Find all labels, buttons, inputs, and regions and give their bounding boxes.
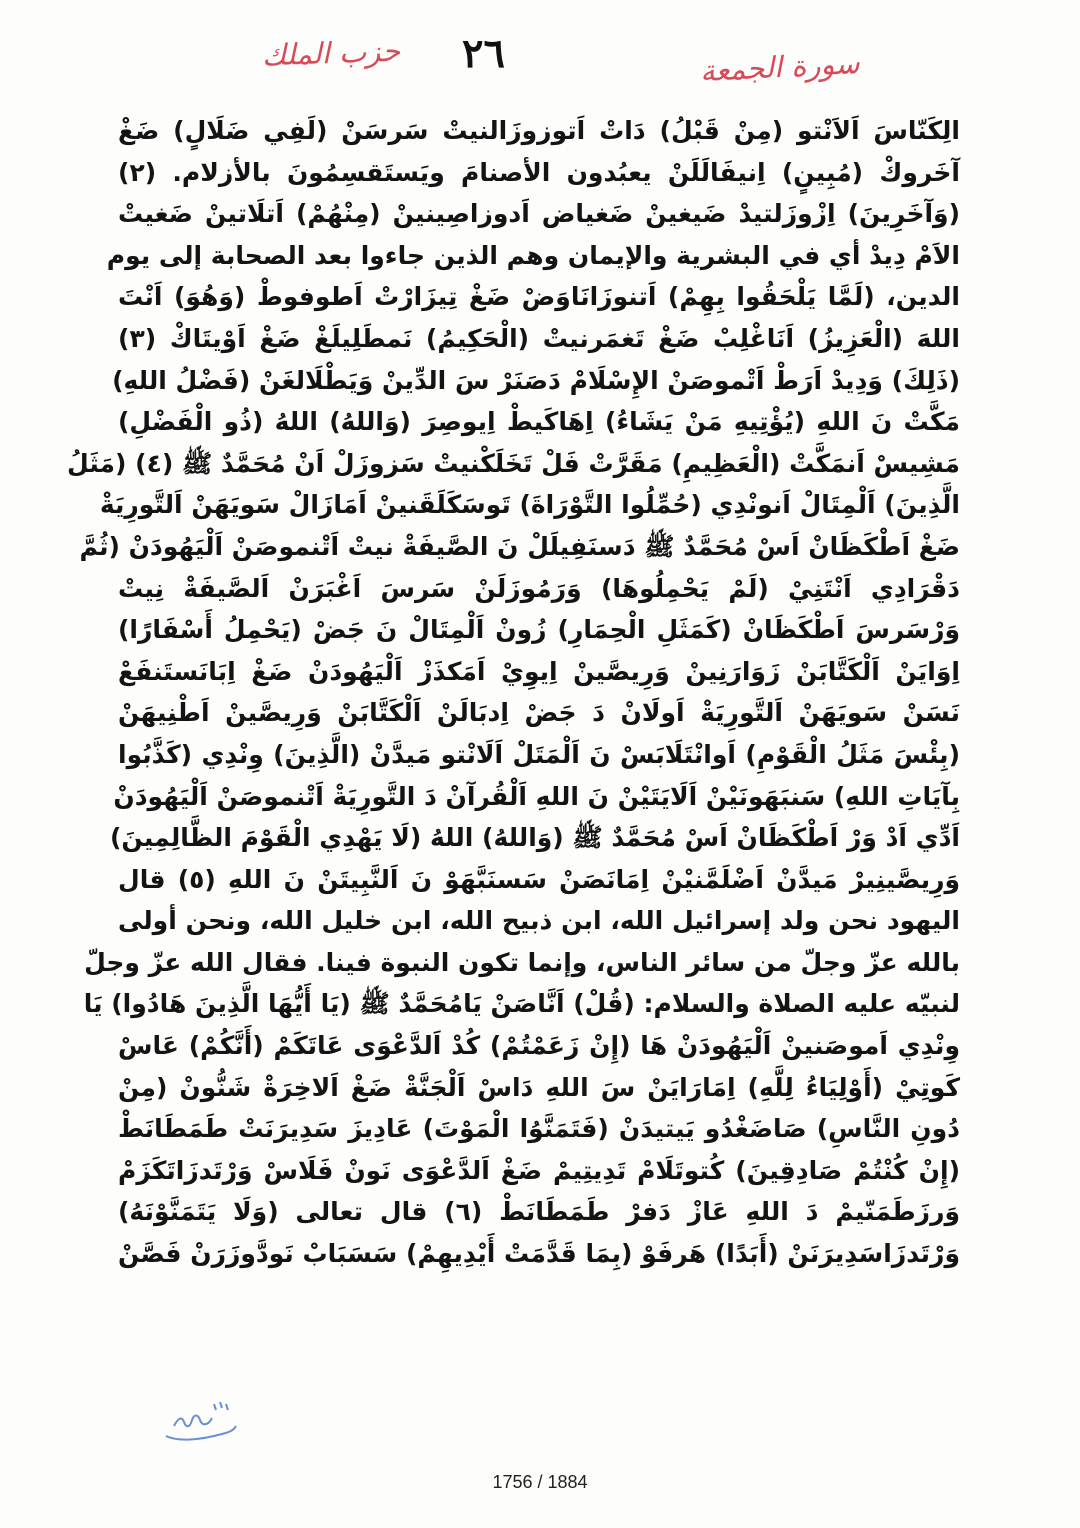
text-line: لنبيّه عليه الصلاة والسلام: (قُلْ) اَنَّاصَنْ يَامُحَمَّدٌ ﷺ (يَا أَيُّهَا الَّذِينَ هَادُوا) يَا [83, 989, 960, 1019]
text-line: دُونِ النَّاسِ) صَاضَغْدُو يَيتيدَنْ (فَتَمَنَّوُا الْمَوْتَ) عَادِيزَ سَدِيرَنَتْ طَمَطَانَطْ [118, 1114, 960, 1144]
text-line: آخَروكْ (مُبِينٍ) اِنيفَالَلَنْ يعبُدون الأصنامَ ويَستَقسِمُونَ بالأزلام. (٢) [118, 157, 960, 187]
hizb-note: حزب الملك [261, 33, 401, 73]
text-line: اللهَ (الْعَزِيزُ) اَنَاغْلِبْ ضَغْ تَغمَرنيتْ (الْحَكِيمُ) نَمطَلِيلَغْ ضَغْ اَوْيتَاكْ (٣) [118, 323, 960, 353]
body-text [67, 110, 961, 1275]
text-line: اَدِّي اَدْ وَرْ اَطْكَظَانْ اَسْ مُحَمَّدٌ ﷺ (وَاللهُ) اللهُ (لَا يَهْدِي الْقَوْمَ الظَّالِمِينَ) [109, 823, 960, 853]
text-line: وِنْدِي اَموصَنينْ اَلْيَهُودَنْ هَا (إِنْ زَعَمْتُمْ) كُدْ اَلدَّعْوَى عَاتَكَمْ (أَنَّكُمْ) عَاسْ [118, 1031, 960, 1061]
text-line: كَوتِيْ (أَوْلِيَاءُ لِلَّهِ) اِمَارَايَنْ سَ اللهِ دَاسْ اَلْجَنَّةْ ضَغْ اَلاخِرَةْ شَنُّونْ (مِنْ [118, 1072, 960, 1102]
text-line: مَكَّتْ نَ اللهِ (يُؤْتِيهِ مَنْ يَشَاءُ) اِهَاكَيطْ اِيوصِرَ (وَاللهُ) اللهُ (ذُو الْفَضْلِ) [118, 407, 960, 437]
text-line: ضَغْ اَطْكَظَانْ اَسْ مُحَمَّدٌ ﷺ دَسنَفِيلَلْ نَ الصَّيفَةْ نيتْ اَتْنموصَنْ اَلْيَهُودَنْ (ثُمَّ [79, 531, 960, 561]
text-line: دَقْرَادِي اَنْتَنِيْ (لَمْ يَحْمِلُوهَا) وَرَمُوزَلَنْ سَرسَ اَغْبَرَنْ اَلصَّيفَةْ نِيتْ [118, 573, 960, 603]
handwritten-signature [160, 1390, 240, 1450]
text-line: وَرْسَرسَ اَطْكَظَانْ (كَمَثَلِ الْحِمَارِ) زُونْ اَلْمِتَالْ نَ جَضْ (يَحْمِلُ أَسْفَارًا) [118, 615, 960, 645]
text-line: بِآيَاتِ اللهِ) سَنبَهَونَيْنْ اَلَايَتَيْنْ نَ اللهِ اَلْقُرآنْ دَ التَّورِيَةْ اَتْنموصَنْ اَلْيَهُودَنْ [113, 781, 960, 811]
text-line: وَرْتَدزَاسَدِيرَنَنْ (أَبَدًا) هَرفَوْ (بِمَا قَدَّمَتْ أَيْدِيهِمْ) سَسَبَابْ نَودَّوزَرَنْ فَصَّنْ [118, 1239, 960, 1269]
text-line: (ذَلِكَ) وَدِيدْ اَرَطْ اَتْموصَنْ الإِسْلَامْ دَصَنَرْ سَ الدِّينْ وَيَطْلَالغَنْ (فَضْلُ اللهِ) [112, 365, 960, 395]
page-number: ٢٦ [462, 30, 505, 77]
page-counter: 1756 / 1884 [492, 1472, 588, 1492]
text-line: (بِئْسَ مَثَلُ الْقَوْمِ) اَوانْتَلَابَسْ نَ اَلْمَتَلْ اَلَانْتو مَيدَّنْ (الَّذِينَ) وِنْدِي (كَذَّبُوا [118, 739, 960, 769]
text-line: (وَآخَرِينَ) اِزْوزَلتيدْ ضَيغينْ ضَغياض اَدوزاصِينينْ (مِنْهُمْ) اَتلَاتينْ ضَغيتْ [118, 199, 960, 229]
text-line: وَرِيصَّينِيرْ مَيدَّنْ اَضْلَمَّنيْنْ اِمَانَصَنْ سَسنَبَّهَوْ نَ اَلنَّبِيتَنْ نَ اللهِ (٥) قال [118, 864, 961, 894]
text-line: اليهود نحن ولد إسرائيل الله، ابن ذبيح الله، ابن خليل الله، ونحن أولى [118, 906, 960, 936]
text-line: (إِنْ كُنْتُمْ صَادِقِينَ) كُتوتَلَامْ تَدِيتِيمْ ضَغْ اَلدَّعْوَى نَونْ فَلَاسْ وَرْتَدزَاتَكَزَمْ [118, 1155, 960, 1185]
text-line: الدين، (لَمَّا يَلْحَقُوا بِهِمْ) اَتنوزَانَاوَضْ ضَغْ تِيزَارْتْ اَطوفوطْ (وَهُوَ) اَنْتَ [118, 282, 960, 312]
text-line: الِكَنّاسَ اَلاَنْتو (مِنْ قَبْلُ) دَاتْ اَتوزوزَالنيتْ سَرسَنْ (لَفِي ضَلَالٍ) ضَغْ [118, 116, 960, 145]
text-line: مَشِيسْ اَنمَكَّتْ (الْعَظِيمِ) مَقَرَّتْ فَلْ تَخَلَكْنيتْ سَزوزَلْ اَنْ مُحَمَّدٌ ﷺ (٤) (مَثَلُ [67, 448, 960, 478]
surah-note: سورة الجمعة [699, 45, 861, 89]
text-line: اِوَايَنْ اَلْكَتَّابَنْ زَوَارَنِينْ وَرِيصَّينْ اِيوِيْ اَمَكذَزْ اَلْيَهُودَنْ ضَغْ اِبَانَستَنفَعْ [118, 656, 960, 686]
text-line: وَرزَطَمَنّيمْ دَ اللهِ عَازْ دَفرْ طَمَطَانَطْ (٦) قال تعالى (وَلَا يَتَمَنَّوْنَهُ) [118, 1197, 961, 1227]
text-line: الَّذِينَ) اَلْمِتَالْ اَنونْدِي (حُمِّلُوا التَّوْرَاةَ) تَوسَكَلَقَنينْ اَمَازَالْ سَويَهَنْ اَلتَّورِيَةْ [99, 490, 960, 520]
text-line: بالله عزّ وجلّ من سائر الناس، وإنما تكون النبوة فينا. فقال الله عزّ وجلّ [84, 947, 960, 977]
text-line: نَسَنْ سَويَهَنْ اَلتَّورِيَةْ اَولَانْ دَ جَضْ اِدبَالَنْ اَلْكَتَّابَنْ وَرِيصَّينْ اَطْنِيهَنْ [118, 698, 960, 728]
text-line: الاَمْ دِيدْ أي في البشرية والإيمان وهم الذين جاءوا بعد الصحابة إلى يوم [106, 240, 960, 270]
